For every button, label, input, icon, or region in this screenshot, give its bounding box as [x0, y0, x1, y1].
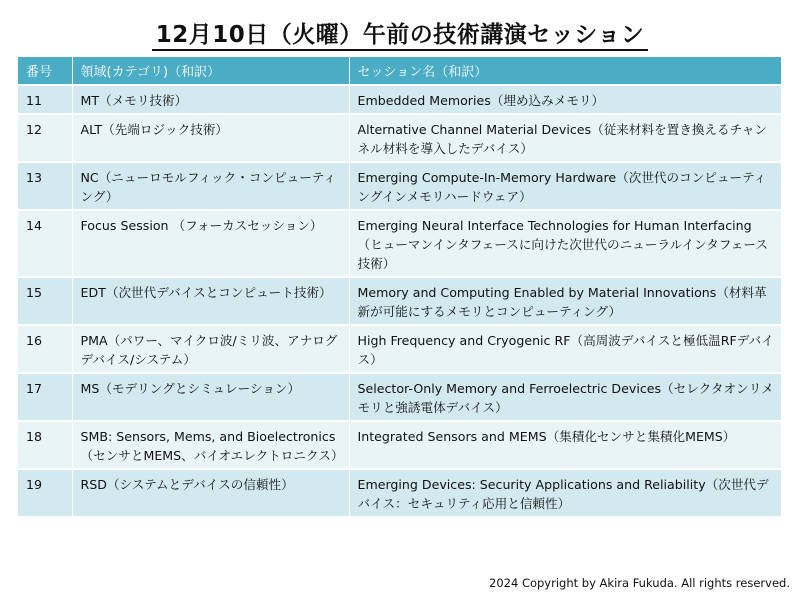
table-body — [18, 85, 781, 516]
cell-session: Emerging Compute-In-Memory Hardware（次世代のコンピューティングインメモリハードウェア） — [349, 162, 781, 210]
cell-area: MS（モデリングとシミュレーション） — [72, 373, 349, 421]
cell-number: 17 — [18, 373, 72, 421]
table-row — [18, 210, 781, 277]
cell-number: 14 — [18, 210, 72, 277]
cell-number: 13 — [18, 162, 72, 210]
session-table — [18, 57, 782, 516]
table-row — [18, 325, 781, 373]
cell-area: Focus Session （フォーカスセッション） — [72, 210, 349, 277]
copyright-footer: 2024 Copyright by Akira Fukuda. All rights reserved. — [489, 576, 790, 590]
cell-area: ALT（先端ロジック技術） — [72, 114, 349, 162]
header-row — [18, 57, 781, 85]
header-number: 番号 — [18, 57, 72, 85]
header-session: セッション名（和訳） — [349, 57, 781, 85]
header-area: 領域(カテゴリ)（和訳） — [72, 57, 349, 85]
cell-number: 12 — [18, 114, 72, 162]
table-header — [18, 57, 781, 85]
cell-number: 18 — [18, 421, 72, 469]
cell-session: Integrated Sensors and MEMS（集積化センサと集積化MEMS） — [349, 421, 781, 469]
cell-session: Memory and Computing Enabled by Material Innovations（材料革新が可能にするメモリとコンピューティング） — [349, 277, 781, 325]
cell-area: SMB: Sensors, Mems, and Bioelectronics（センサとMEMS、バイオエレクトロニクス） — [72, 421, 349, 469]
cell-area: PMA（パワー、マイクロ波/ミリ波、アナログデバイス/システム） — [72, 325, 349, 373]
table-row — [18, 469, 781, 516]
cell-area: EDT（次世代デバイスとコンピュート技術） — [72, 277, 349, 325]
table-row — [18, 85, 781, 114]
table-row — [18, 373, 781, 421]
cell-session: Embedded Memories（埋め込みメモリ） — [349, 85, 781, 114]
cell-number: 11 — [18, 85, 72, 114]
cell-session: Emerging Neural Interface Technologies for Human Interfacing（ヒューマンインタフェースに向けた次世代のニューラルインタフェース技術） — [349, 210, 781, 277]
page-title — [0, 16, 800, 49]
cell-number: 15 — [18, 277, 72, 325]
table-row — [18, 114, 781, 162]
cell-session: High Frequency and Cryogenic RF（高周波デバイスと極低温RFデバイス） — [349, 325, 781, 373]
cell-session: Selector-Only Memory and Ferroelectric Devices（セレクタオンリメモリと強誘電体デバイス） — [349, 373, 781, 421]
table-row — [18, 421, 781, 469]
cell-session: Alternative Channel Material Devices（従来材料を置き換えるチャンネル材料を導入したデバイス） — [349, 114, 781, 162]
cell-area: NC（ニューロモルフィック・コンピューティング） — [72, 162, 349, 210]
cell-area: RSD（システムとデバイスの信頼性） — [72, 469, 349, 516]
cell-number: 19 — [18, 469, 72, 516]
cell-area: MT（メモリ技術） — [72, 85, 349, 114]
table-row — [18, 277, 781, 325]
cell-number: 16 — [18, 325, 72, 373]
table-row — [18, 162, 781, 210]
cell-session: Emerging Devices: Security Applications and Reliability（次世代デバイス：セキュリティ応用と信頼性） — [349, 469, 781, 516]
page-title-text: 12月10日（火曜）午前の技術講演セッション — [152, 22, 649, 51]
